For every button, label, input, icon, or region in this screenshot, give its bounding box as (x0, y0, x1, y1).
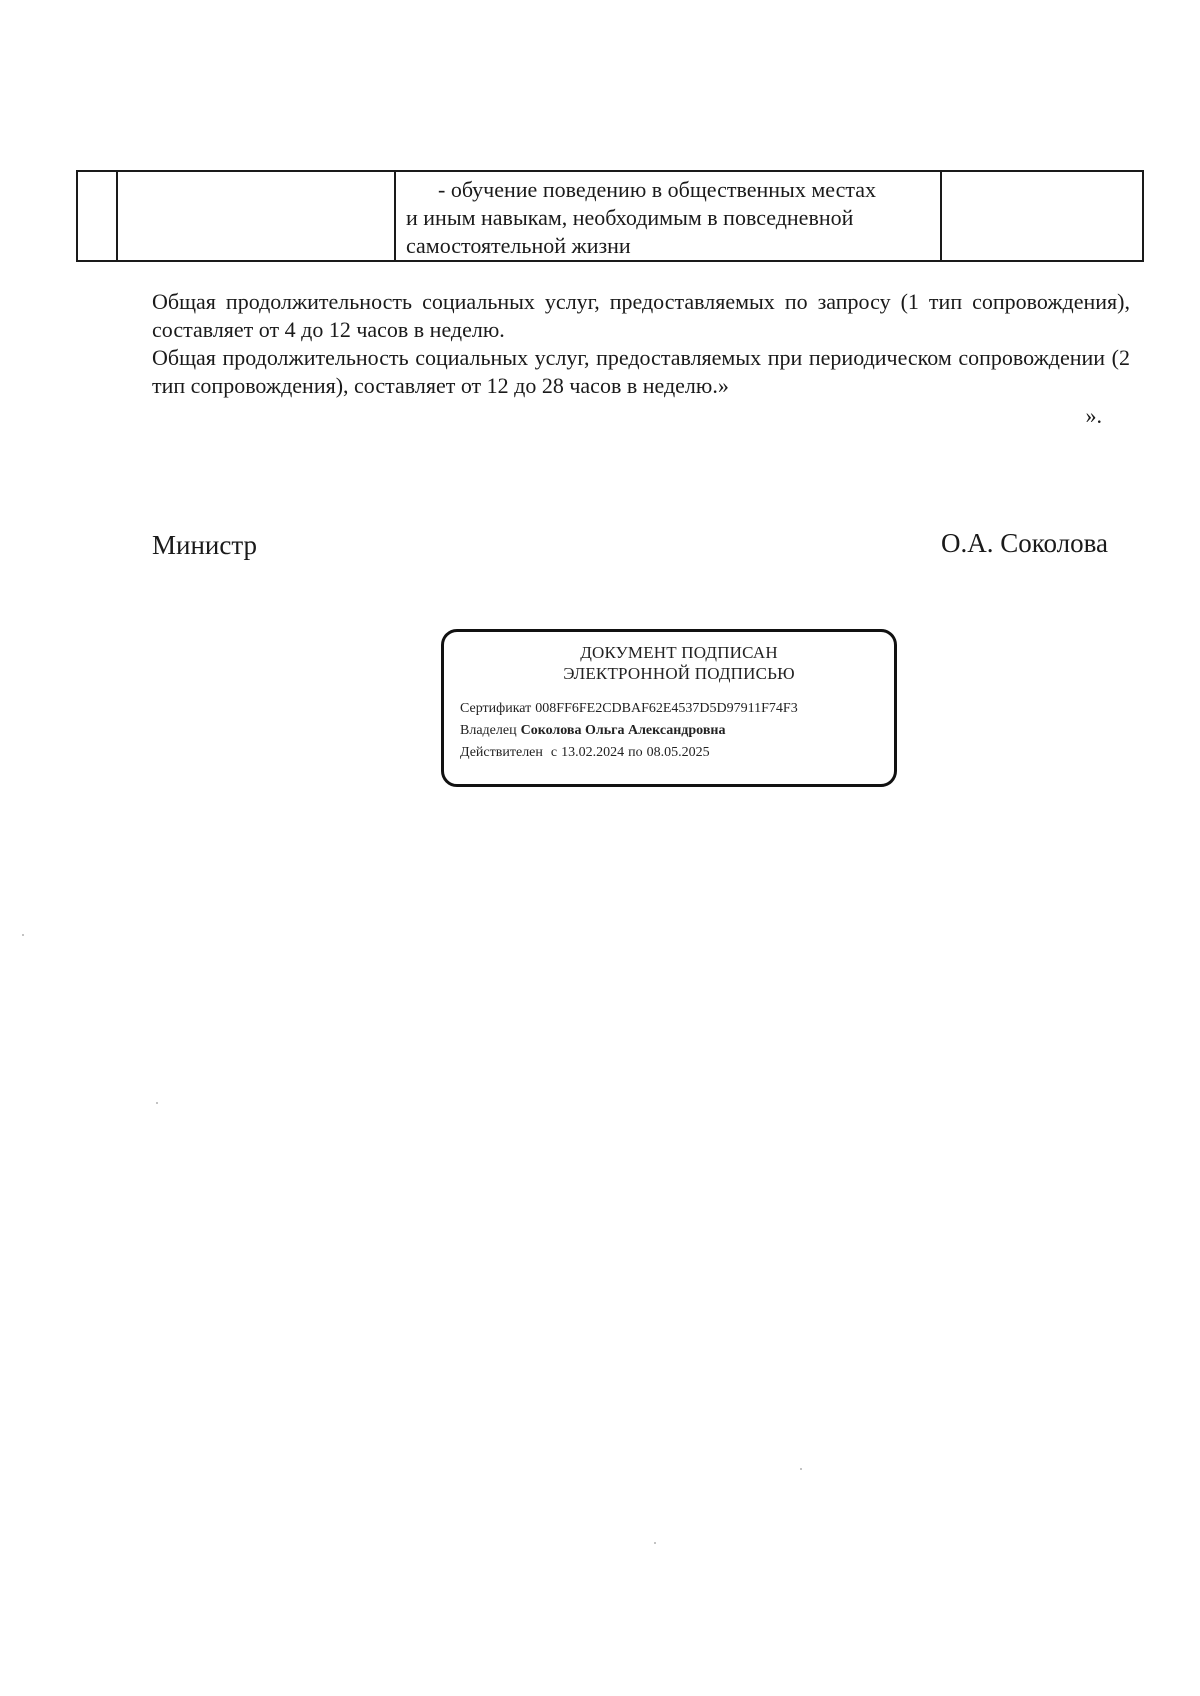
stamp-title (480, 642, 878, 684)
body-text (152, 288, 1130, 430)
valid-from-word: с (550, 745, 558, 760)
valid-to-date: 08.05.2025 (646, 745, 710, 760)
owner-label: Владелец (460, 723, 517, 738)
certificate-value: 008FF6FE2CDBAF62E4537D5D97911F74F3 (535, 701, 798, 716)
description-line: - обучение поведению в общественных местах (438, 177, 876, 202)
service-description-text (396, 172, 940, 260)
description-line: и иным навыкам, необходимым в повседневной (406, 205, 854, 230)
signatory-name: О.А. Соколова (941, 528, 1108, 558)
paragraph-type-1-duration: Общая продолжительность социальных услуг, предоставляемых по запросу (1 тип сопровождения), составляет от 4 до 12 часов в неделю. (152, 289, 1130, 342)
closing-quote-mark: ». (1085, 403, 1102, 428)
stamp-validity-row (460, 742, 878, 764)
table-cell-number (77, 171, 117, 261)
scan-speck (22, 934, 24, 936)
services-table-grid (76, 170, 1144, 262)
table-row (77, 171, 1143, 261)
table-cell-service-name (117, 171, 395, 261)
scan-speck (654, 1542, 656, 1544)
signatory-role: Министр (152, 530, 257, 560)
services-table (76, 170, 1144, 262)
paragraph-type-2-duration: Общая продолжительность социальных услуг, предоставляемых при периодическом сопровождении (2 тип сопровождения), составляет от 12 до 28 часов в неделю.» (152, 345, 1130, 398)
stamp-details (460, 698, 878, 764)
owner-value: Соколова Ольга Александровна (520, 723, 726, 738)
electronic-signature-stamp (441, 629, 897, 787)
stamp-title-line: ДОКУМЕНТ ПОДПИСАН (580, 643, 778, 662)
valid-to-word: по (628, 745, 643, 760)
table-cell-service-description (395, 171, 941, 261)
scan-speck (800, 1468, 802, 1470)
scan-speck (156, 1102, 158, 1104)
valid-label: Действителен (460, 745, 543, 760)
table-cell-extra (941, 171, 1143, 261)
certificate-label: Сертификат (460, 701, 532, 716)
stamp-owner-row (460, 720, 878, 742)
stamp-certificate-row (460, 698, 878, 720)
valid-from-date: 13.02.2024 (561, 745, 625, 760)
description-line: самостоятельной жизни (406, 233, 631, 258)
stamp-title-line: ЭЛЕКТРОННОЙ ПОДПИСЬЮ (563, 664, 795, 683)
